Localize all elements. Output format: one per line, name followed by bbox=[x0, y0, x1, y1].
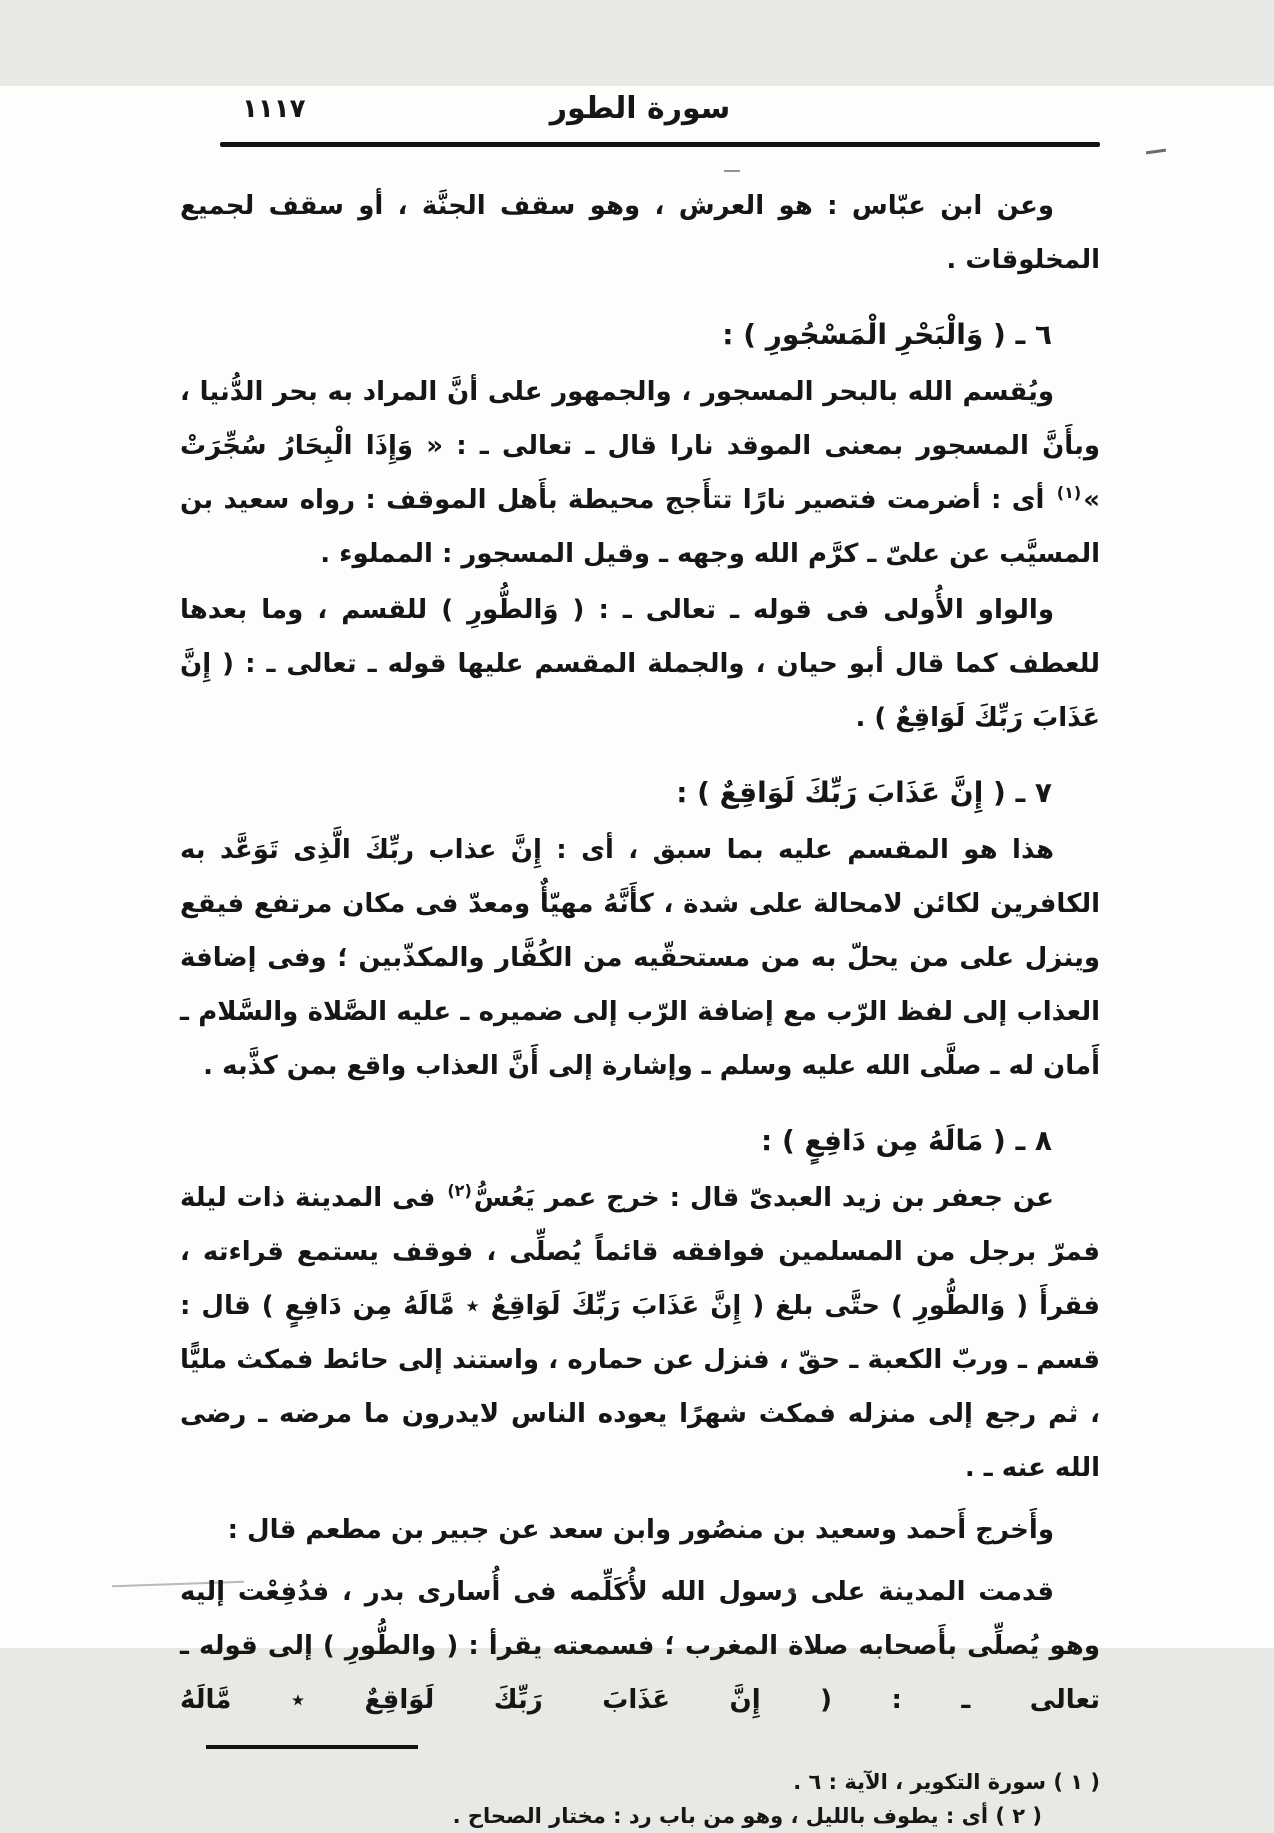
intro-paragraph: وعن ابن عبّاس : هو العرش ، وهو سقف الجنَّة ، أو سقف لجميع المخلوقات . bbox=[180, 191, 1100, 275]
paragraph-text: أى : أضرمت فتصير نارًا تتأَجج محيطة بأَهل الموقف : رواه سعيد بن المسيَّب عن علىّ ـ كرَّم الله وجهه ـ وقيل المسجور : المملوء . bbox=[180, 485, 1100, 569]
scan-artifact bbox=[1146, 149, 1166, 155]
section-6-heading: ٦ ـ ( وَالْبَحْرِ الْمَسْجُورِ ) : bbox=[722, 318, 1052, 351]
section-8-paragraph-3: قدمت المدينة على رسول الله لأُكَلِّمه فى أُسارى بدر ، فدُفِعْت إليه وهو يُصلِّى بأَصحابه صلاة المغرب ؛ فسمعته يقرأ : ( والطُّورِ ) إلى قوله ـ تعالى ـ : ( إِنَّ عَذَابَ رَبِّكَ لَوَاقِعٌ ٭ مَّالَهُ bbox=[180, 1577, 1100, 1715]
footnote-separator-rule bbox=[206, 1745, 418, 1749]
header-rule bbox=[220, 142, 1100, 147]
section-7-heading: ٧ ـ ( إِنَّ عَذَابَ رَبِّكَ لَوَاقِعٌ ) : bbox=[676, 776, 1052, 809]
section-8-paragraph-2: وأَخرج أَحمد وسعيد بن منصُور وابن سعد عن جبير بن مطعم قال : bbox=[227, 1515, 1054, 1545]
footnote-area bbox=[180, 1745, 1100, 1833]
page-number: ١١١٧ bbox=[242, 94, 306, 124]
paragraph-text: ويُقسم الله بالبحر المسجور ، والجمهور على أنَّ المراد به بحر الدُّنيا ، وبأَنَّ المسجور بمعنى الموقد نارا قال ـ تعالى ـ : « وَإِذَا الْبِحَارُ سُجِّرَتْ » bbox=[180, 377, 1100, 515]
page-title: سورة الطور bbox=[549, 91, 731, 126]
footnote-2: ( ٢ ) أى : يطوف بالليل ، وهو من باب رد : مختار الصحاح . bbox=[452, 1804, 1042, 1828]
section-6-paragraph-2: والواو الأُولى فى قوله ـ تعالى ـ : ( وَالطُّورِ ) للقسم ، وما بعدها للعطف كما قال أبو حيان ، والجملة المقسم عليها قوله ـ تعالى ـ : ( إِنَّ عَذَابَ رَبِّكَ لَوَاقِعٌ ) . bbox=[180, 595, 1100, 733]
footnotes-line bbox=[180, 1765, 1100, 1833]
section-8-heading: ٨ ـ ( مَالَهُ مِن دَافِعٍ ) : bbox=[761, 1124, 1052, 1157]
section-8-paragraph-1 bbox=[180, 1171, 1100, 1495]
footnote-ref-2: (٢) bbox=[447, 1181, 472, 1201]
page-header bbox=[180, 86, 1100, 132]
book-page bbox=[0, 86, 1274, 1828]
section-7-paragraph-1: هذا هو المقسم عليه بما سبق ، أى : إِنَّ عذاب ربِّكَ الَّذِى تَوَعَّد به الكافرين لكائن لامحالة على شدة ، كأَنَّهُ مهيّأٌ ومعدّ فى مكان مرتفع فيقع وينزل على من يحلّ به من مستحقّيه من الكُفَّار والمكذّبين ؛ وفى إضافة العذاب إلى لفظ الرّب مع إضافة الرّب إلى ضميره ـ عليه الصَّلاة والسَّلام ـ أَمان له ـ صلَّى الله عليه وسلم ـ وإشارة إلى أَنَّ العذاب واقع بمن كذَّبه . bbox=[180, 835, 1100, 1081]
section-6-paragraph-1 bbox=[180, 365, 1100, 581]
paragraph-text: فى المدينة ذات ليلة فمرّ برجل من المسلمين فوافقه قائماً يُصلِّى ، فوقف يستمع قراءته ، فقرأَ ( وَالطُّورِ ) حتَّى بلغ ( إِنَّ عَذَابَ رَبِّكَ لَوَاقِعٌ ٭ مَّالَهُ مِن دَافِعٍ ) قال : قسم ـ وربّ الكعبة ـ حقّ ، فنزل عن حماره ، واستند إلى حائط فمكث مليًّا ، ثم رجع إلى منزله فمكث شهرًا يعوده الناس لايدرون ما مرضه ـ رضى الله عنه ـ . bbox=[180, 1183, 1100, 1483]
page-body bbox=[180, 179, 1100, 1727]
footnote-ref-1: (١) bbox=[1056, 483, 1082, 503]
paragraph-text: عن جعفر بن زيد العبدىّ قال : خرج عمر يَعُسُّ bbox=[473, 1183, 1054, 1213]
footnote-1: ( ١ ) سورة التكوير ، الآية : ٦ . bbox=[793, 1770, 1100, 1794]
